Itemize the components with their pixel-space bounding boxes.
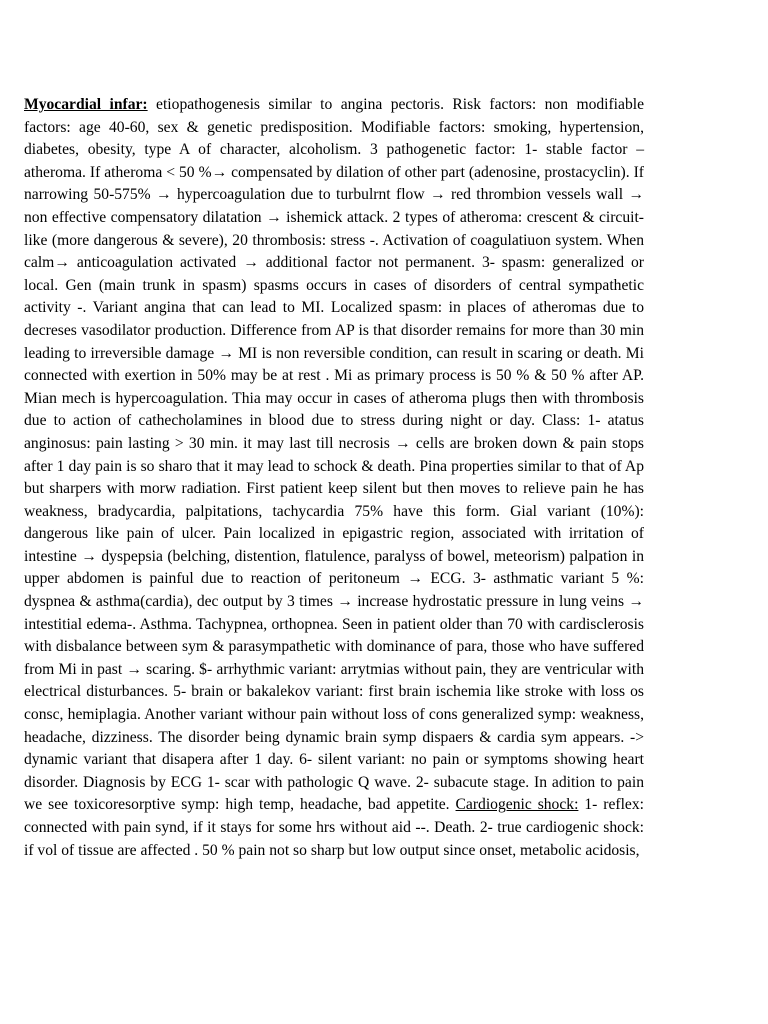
inline-subheading: Cardiogenic shock: xyxy=(455,796,579,814)
paragraph-text-1: etiopathogenesis similar to angina pectoris. Risk factors: non modifiable factors: age 40-60, sex & genetic predisposition. Modifiable factors: smoking, hypertension, diabetes, obesity, type A of character, alcoholism. 3 pathogenetic factor: 1- stable factor – atheroma. If atheroma < 50 %→ compensated by dilation of other part (adenosine, prostacyclin). If narrowing 50-575% → hypercoagulation due to turbulrnt flow → red thrombion vessels wall → non effective compensatory dilatation → ishemick attack. 2 types of atheroma: crescent & circuit-like (more dangerous & severe), 20 thrombosis: stress -. Activation of coagulatiuon system. When calm→ anticoagulation activated → additional factor not permanent. 3- spasm: generalized or local. Gen (main trunk in spasm) spasms occurs in cases of disorders of central sympathetic activity -. Variant angina that can lead to MI. Localized spasm: in places of atheromas due to decreses vasodilator production. Difference from AP is that disorder remains for more than 30 min leading to irreversible damage → MI is non reversible condition, can result in scaring or death. Mi connected with exertion in 50% may be at rest . Mi as primary process is 50 % & 50 % after AP. Mian mech is hypercoagulation. Thia may occur in cases of atheroma plugs then with thrombosis due to action of cathecholamines in blood due to stress during night or day. Class: 1- atatus anginosus: pain lasting > 30 min. it may last till necrosis → cells are broken down & pain stops after 1 day pain is so sharo that it may lead to schock & death. Pina properties similar to that of Ap but sharpers with morw radiation. First patient keep silent but then moves to relieve pain he has weakness, bradycardia, palpitations, tachycardia 75% have this form. Gial variant (10%): dangerous like pain of ulcer. Pain localized in epigastric region, associated with irritation of intestine → dyspepsia (belching, distention, flatulence, paralyss of bowel, meteorism) palpation in upper abdomen is painful due to reaction of peritoneum → ECG. 3- asthmatic variant 5 %: dyspnea & asthma(cardia), dec output by 3 times → increase hydrostatic pressure in lung veins → intestitial edema-. Asthma. Tachypnea, orthopnea. Seen in patient older than 70 with cardisclerosis with disbalance between sym & parasympathetic with dominance of para, those who have suffered from Mi in past → scaring. $- arrhythmic variant: arrytmias without pain, they are ventricular with electrical disturbances. 5- brain or bakalekov variant: first brain ischemia like stroke with loss os consc, hemiplagia. Another variant withour pain without loss of cons generalized symp: weakness, headache, dizziness. The disorder being dynamic brain symp dispaers & cardia sym appears. -> dynamic variant that disapera after 1 day. 6- silent variant: no pain or symptoms showing heart disorder. Diagnosis by ECG 1- scar with pathologic Q wave. 2- subacute stage. In adition to pain we see toxicoresorptive symp: high temp, headache, bad appetite. xyxy=(24,96,644,814)
section-heading: Myocardial infar: xyxy=(24,96,148,113)
paragraph-text-2: 1- reflex: connected with pain synd, if it stays for some hrs without aid --. Death. 2- true cardiogenic shock: if vol of tissue are affected . 50 % pain not so sharp but low output since onset, metabolic acidosis, xyxy=(24,796,644,859)
body-paragraph xyxy=(24,94,644,862)
